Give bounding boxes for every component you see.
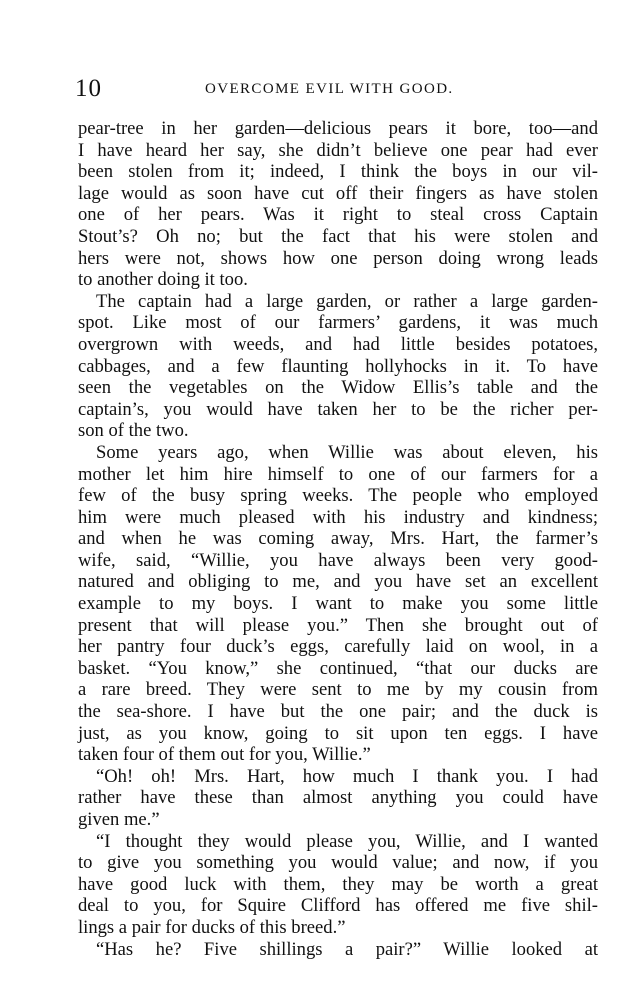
text-line: spot. Like most of our farmers’ gardens, it was much [78, 312, 598, 334]
text-line: I have heard her say, she didn’t believe one pear had ever [78, 139, 598, 161]
text-line: wife, said, “Willie, you have always been very good- [78, 549, 598, 571]
text-line: basket. “You know,” she continued, “that our ducks are [78, 657, 598, 679]
text-line: example to my boys. I want to make you some little [78, 593, 598, 615]
text-line: lings a pair for ducks of this breed.” [78, 916, 346, 938]
text-line: taken four of them out for you, Willie.” [78, 744, 371, 766]
text-line: son of the two. [78, 420, 189, 442]
text-line: lage would as soon have cut off their fingers as have stolen [78, 182, 598, 204]
text-line: a rare breed. They were sent to me by my cousin from [78, 679, 598, 701]
text-line: “I thought they would please you, Willie, and I wanted [96, 830, 598, 852]
text-line: her pantry four duck’s eggs, carefully laid on wool, in a [78, 636, 598, 658]
text-line: Some years ago, when Willie was about eleven, his [96, 441, 598, 463]
text-line: “Has he? Five shillings a pair?” Willie looked at [96, 938, 598, 960]
text-line: few of the busy spring weeks. The people who employed [78, 485, 598, 507]
text-line: seen the vegetables on the Widow Ellis’s table and the [78, 377, 598, 399]
text-line: to give you something you would value; and now, if you [78, 852, 598, 874]
text-line: deal to you, for Squire Clifford has offered me five shil- [78, 895, 598, 917]
text-line: to another doing it too. [78, 269, 248, 291]
page-header [75, 74, 595, 104]
text-line: natured and obliging to me, and you have set an excellent [78, 571, 598, 593]
text-line: The captain had a large garden, or rather a large garden- [96, 290, 598, 312]
text-line: “Oh! oh! Mrs. Hart, how much I thank you. I had [96, 765, 598, 787]
text-line: one of her pears. Was it right to steal cross Captain [78, 204, 598, 226]
text-line: and when he was coming away, Mrs. Hart, the farmer’s [78, 528, 598, 550]
text-line: pear-tree in her garden—delicious pears it bore, too—and [78, 118, 598, 139]
text-line: have good luck with them, they may be worth a great [78, 873, 598, 895]
text-line: rather have these than almost anything you could have [78, 787, 598, 809]
text-line: overgrown with weeds, and had little besides potatoes, [78, 333, 598, 355]
page-number: 10 [75, 75, 102, 102]
text-line: the sea-shore. I have but the one pair; and the duck is [78, 701, 598, 723]
text-line: mother let him hire himself to one of our farmers for a [78, 463, 598, 485]
text-line: hers were not, shows how one person doing wrong leads [78, 247, 598, 269]
text-line: present that will please you.” Then she brought out of [78, 614, 598, 636]
running-title: OVERCOME EVIL WITH GOOD. [205, 81, 454, 97]
text-line: been stolen from it; indeed, I think the boys in our vil- [78, 161, 598, 183]
text-line: given me.” [78, 809, 160, 830]
text-line: him were much pleased with his industry and kindness; [78, 506, 598, 528]
body-text [78, 118, 598, 960]
text-line: just, as you know, going to sit upon ten eggs. I have [78, 722, 598, 744]
text-line: Stout’s? Oh no; but the fact that his were stolen and [78, 225, 598, 247]
text-line: cabbages, and a few flaunting hollyhocks in it. To have [78, 355, 598, 377]
text-line: captain’s, you would have taken her to be the richer per- [78, 398, 598, 420]
